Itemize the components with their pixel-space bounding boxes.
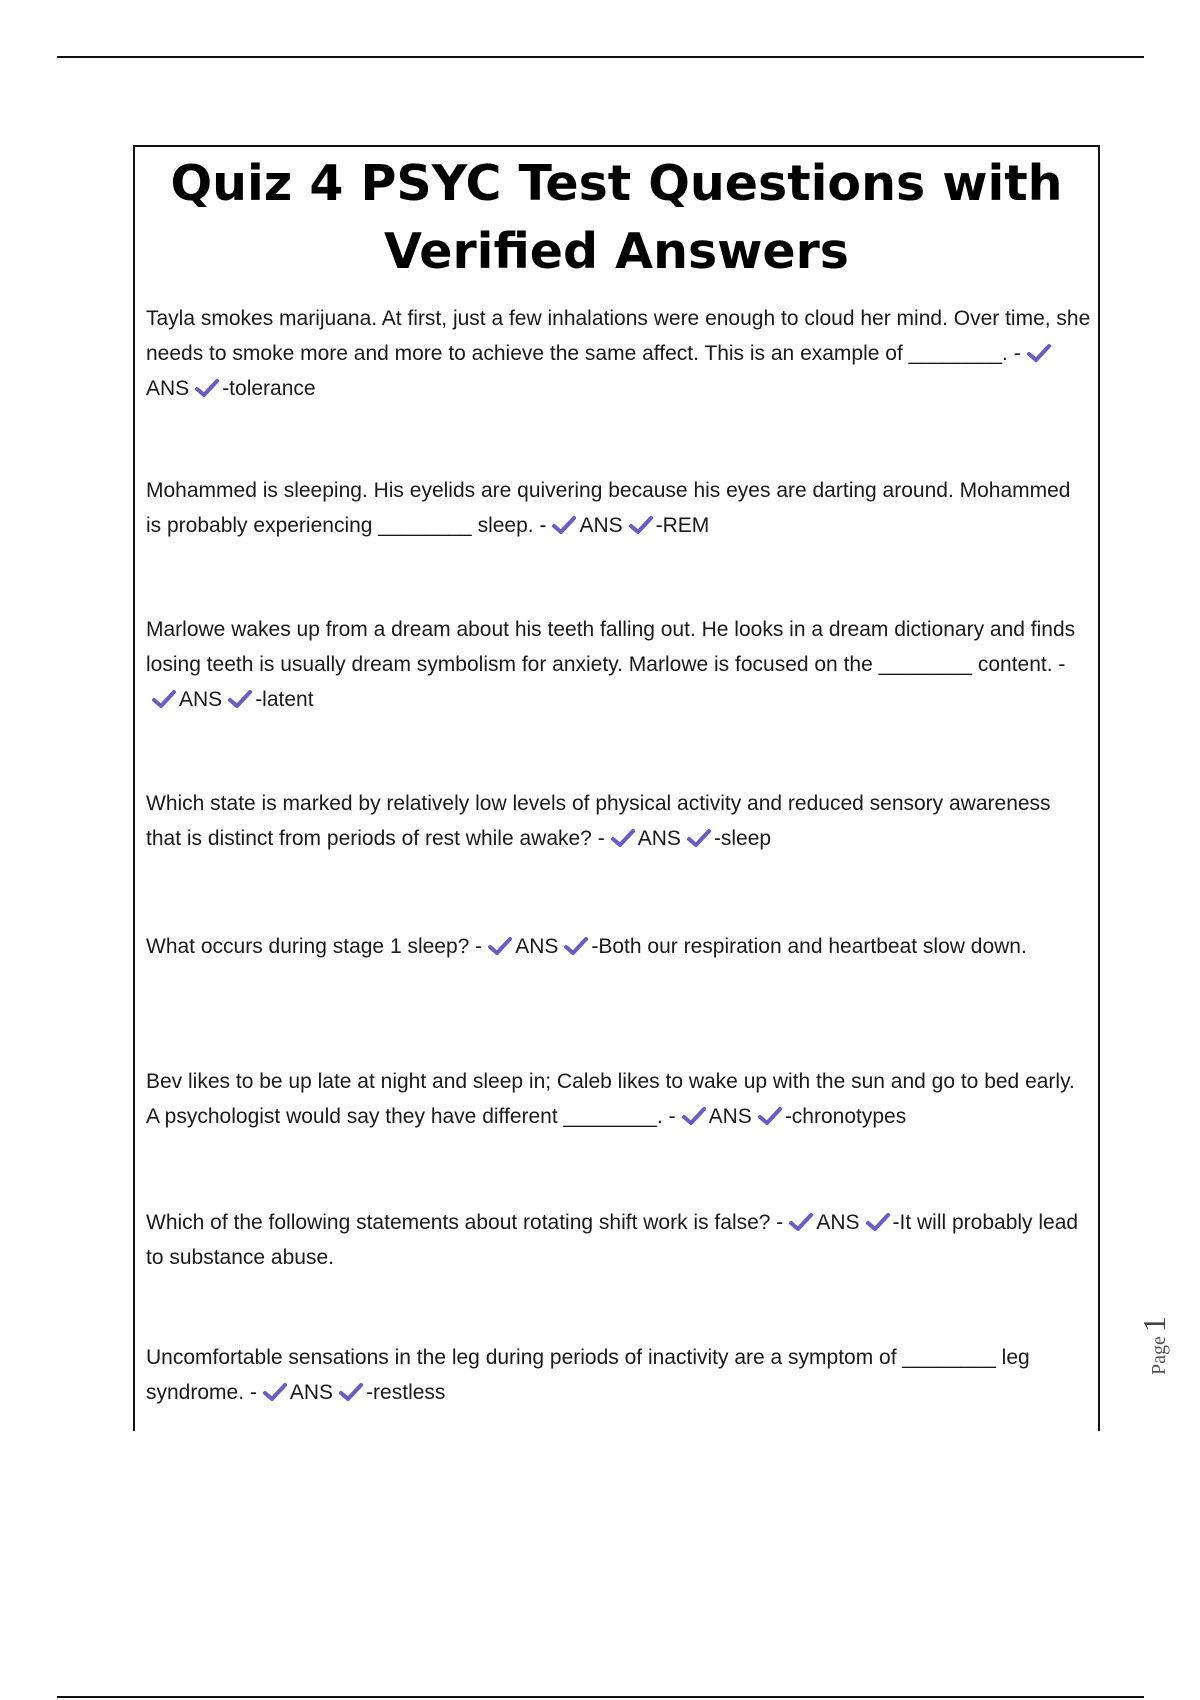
answer-text: -sleep [713, 827, 772, 850]
checkmark-icon [152, 689, 176, 709]
checkmark-icon [687, 828, 711, 848]
page-label: Page [1148, 1336, 1170, 1375]
ans-label: ANS [579, 514, 623, 537]
qa-item [146, 1064, 1091, 1134]
title-line-1: Quiz 4 PSYC Test Questions with [170, 155, 1063, 212]
checkmark-icon [682, 1106, 706, 1126]
document-title [135, 150, 1098, 286]
question-text: Bev likes to be up late at night and sleep in; Caleb likes to wake up with the sun and go to bed early. A psychologist would say they have different ________. - [146, 1070, 1075, 1128]
qa-item [146, 1340, 1091, 1410]
answer-text: -tolerance [222, 377, 316, 400]
checkmark-icon [488, 936, 512, 956]
checkmark-icon [611, 828, 635, 848]
answer-text: -It will probably lead to substance abuse. [146, 1211, 1079, 1269]
title-line-2: Verified Answers [384, 223, 849, 280]
checkmark-icon [552, 515, 576, 535]
qa-item [146, 301, 1091, 406]
answer-text: -REM [655, 514, 710, 537]
ans-label: ANS [515, 935, 559, 958]
ans-label: ANS [708, 1105, 752, 1128]
qa-item [146, 473, 1091, 543]
answer-text: -Both our respiration and heartbeat slow down. [591, 935, 1027, 958]
checkmark-icon [629, 515, 653, 535]
question-text: Tayla smokes marijuana. At first, just a few inhalations were enough to cloud her mind. Over time, she needs to smoke more and more to achieve the same affect. This is an example of ________. - [146, 307, 1091, 365]
question-text: Marlowe wakes up from a dream about his teeth falling out. He looks in a dream dictionary and finds losing teeth is usually dream symbolism for anxiety. Marlowe is focused on the ________ content. - [146, 618, 1076, 676]
answer-text: -restless [366, 1381, 446, 1404]
answer-text: -chronotypes [784, 1105, 907, 1128]
answer-text: -latent [255, 688, 314, 711]
checkmark-icon [339, 1382, 363, 1402]
qa-item [146, 1205, 1091, 1275]
checkmark-icon [758, 1106, 782, 1126]
ans-label: ANS [289, 1381, 334, 1404]
qa-item [146, 612, 1091, 717]
checkmark-icon [228, 689, 252, 709]
footer-rule [57, 1696, 1144, 1698]
checkmark-icon [1027, 343, 1051, 363]
checkmark-icon [866, 1212, 890, 1232]
page-number [1136, 1255, 1176, 1375]
question-text: What occurs during stage 1 sleep? - [146, 935, 483, 958]
qa-item [146, 786, 1091, 856]
question-text: Which state is marked by relatively low levels of physical activity and reduced sensory awareness that is distinct from periods of rest while awake? - [146, 792, 1051, 850]
checkmark-icon [789, 1212, 813, 1232]
ans-label: ANS [179, 688, 223, 711]
question-text: Uncomfortable sensations in the leg during periods of inactivity are a symptom of ________ leg syndrome. - [146, 1346, 1030, 1404]
qa-item [146, 929, 1091, 964]
checkmark-icon [263, 1382, 287, 1402]
page-number-value: 1 [1136, 1316, 1172, 1333]
question-text: Which of the following statements about rotating shift work is false? - [146, 1211, 784, 1234]
checkmark-icon [564, 936, 588, 956]
ans-label: ANS [816, 1211, 860, 1234]
ans-label: ANS [637, 827, 681, 850]
checkmark-icon [195, 378, 219, 398]
question-text: Mohammed is sleeping. His eyelids are quivering because his eyes are darting around. Mohammed is probably experiencing ________ sleep. - [146, 479, 1071, 537]
header-rule [57, 56, 1144, 58]
ans-label: ANS [146, 377, 190, 400]
